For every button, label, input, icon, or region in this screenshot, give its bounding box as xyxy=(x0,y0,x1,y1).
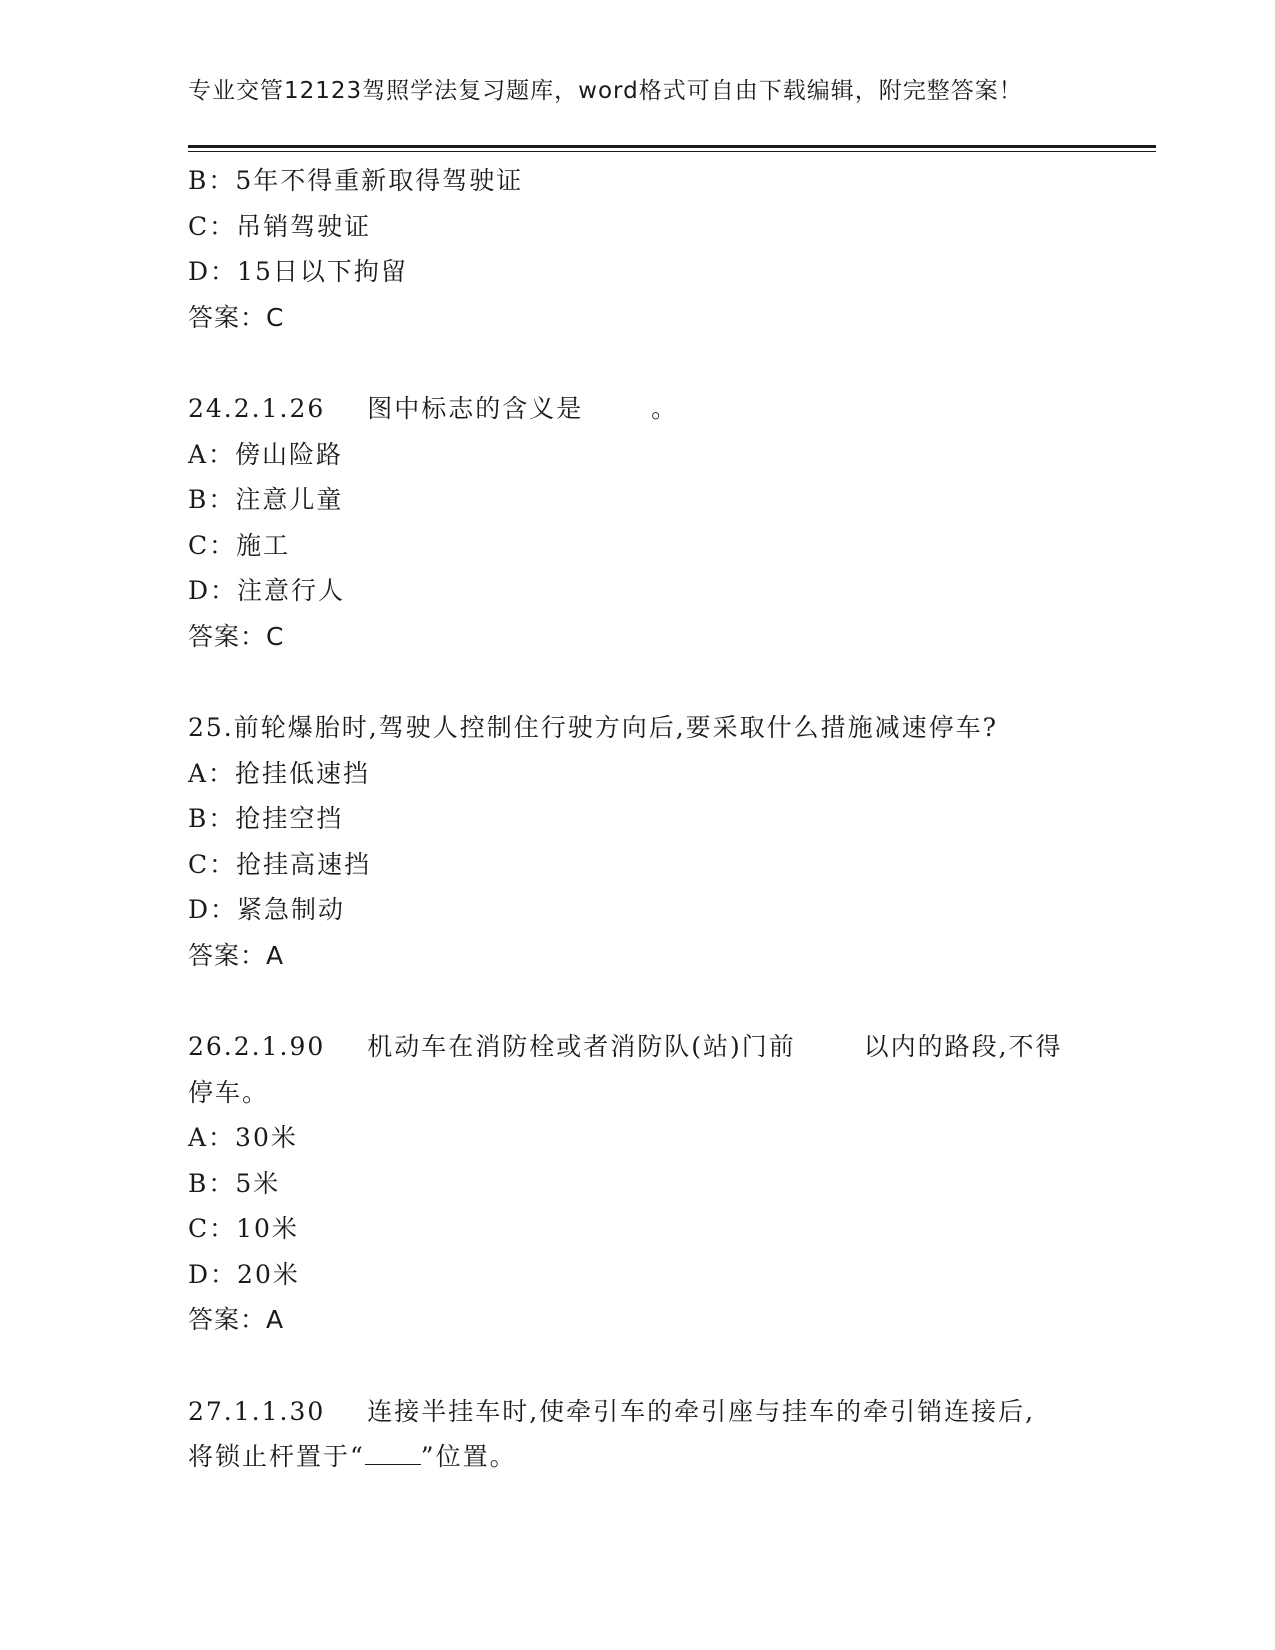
question-block-26 xyxy=(188,1024,1088,1343)
option-b: B：5米 xyxy=(188,1168,281,1198)
option-c: C：抢挂高速挡 xyxy=(188,849,372,879)
question-text: 机动车在消防栓或者消防队(站)门前 xyxy=(367,1032,796,1061)
question-stem-line2: 停车。 xyxy=(188,1077,270,1107)
option-c: C：10米 xyxy=(188,1214,299,1243)
question-number: 24.2.1.26 xyxy=(188,394,326,423)
option-d: D：20米 xyxy=(188,1259,300,1289)
option-d: D：15日以下拘留 xyxy=(188,257,408,286)
question-stem xyxy=(188,1024,1088,1070)
question-block-25 xyxy=(188,705,1088,978)
header-rule-thick xyxy=(188,145,1156,148)
answer: 答案：A xyxy=(188,940,285,970)
option-d: D：紧急制动 xyxy=(188,895,346,924)
answer: 答案：C xyxy=(188,621,285,651)
question-text: 前轮爆胎时,驾驶人控制住行驶方向后,要采取什么措施减速停车? xyxy=(233,713,999,742)
header-rule-thin xyxy=(188,151,1156,152)
prev-question-block xyxy=(188,158,1088,340)
question-block-27 xyxy=(188,1389,1088,1480)
option-a: A：抢挂低速挡 xyxy=(188,758,371,788)
question-number: 25. xyxy=(188,713,234,742)
answer: 答案：A xyxy=(188,1305,285,1334)
question-text-cont: 以内的路段,不得 xyxy=(863,1032,1063,1061)
question-text: 图中标志的含义是 xyxy=(367,394,584,423)
option-d: D：注意行人 xyxy=(188,576,346,605)
spacer xyxy=(188,978,1088,1024)
answer: 答案：C xyxy=(188,302,285,332)
fill-in-blank xyxy=(365,1442,421,1465)
option-b: B：5年不得重新取得驾驶证 xyxy=(188,166,524,195)
question-text: 连接半挂车时,使牵引车的牵引座与挂车的牵引销连接后, xyxy=(367,1396,1036,1426)
option-b: B：注意儿童 xyxy=(188,485,344,514)
question-stem xyxy=(188,1389,1088,1435)
question-block-24 xyxy=(188,386,1088,659)
question-number: 26.2.1.90 xyxy=(188,1032,326,1061)
spacer xyxy=(188,659,1088,705)
question-number: 27.1.1.30 xyxy=(188,1396,326,1426)
option-c: C：吊销驾驶证 xyxy=(188,211,372,241)
option-c: C：施工 xyxy=(188,530,291,560)
question-stem xyxy=(188,386,1088,432)
option-b: B：抢挂空挡 xyxy=(188,804,344,833)
option-a: A：30米 xyxy=(188,1123,298,1152)
option-a: A：傍山险路 xyxy=(188,439,344,469)
question-list xyxy=(188,158,1088,1480)
question-stem-line2 xyxy=(188,1434,1088,1480)
question-stem xyxy=(188,705,1088,751)
spacer xyxy=(188,340,1088,386)
question-text-before-blank: 将锁止杆置于“ xyxy=(188,1442,365,1471)
question-text-after-blank: ”位置。 xyxy=(420,1442,517,1471)
spacer xyxy=(188,1343,1088,1389)
header-title: 专业交管12123驾照学法复习题库，word格式可自由下载编辑，附完整答案！ xyxy=(188,78,1023,104)
question-text-end: 。 xyxy=(651,394,679,423)
